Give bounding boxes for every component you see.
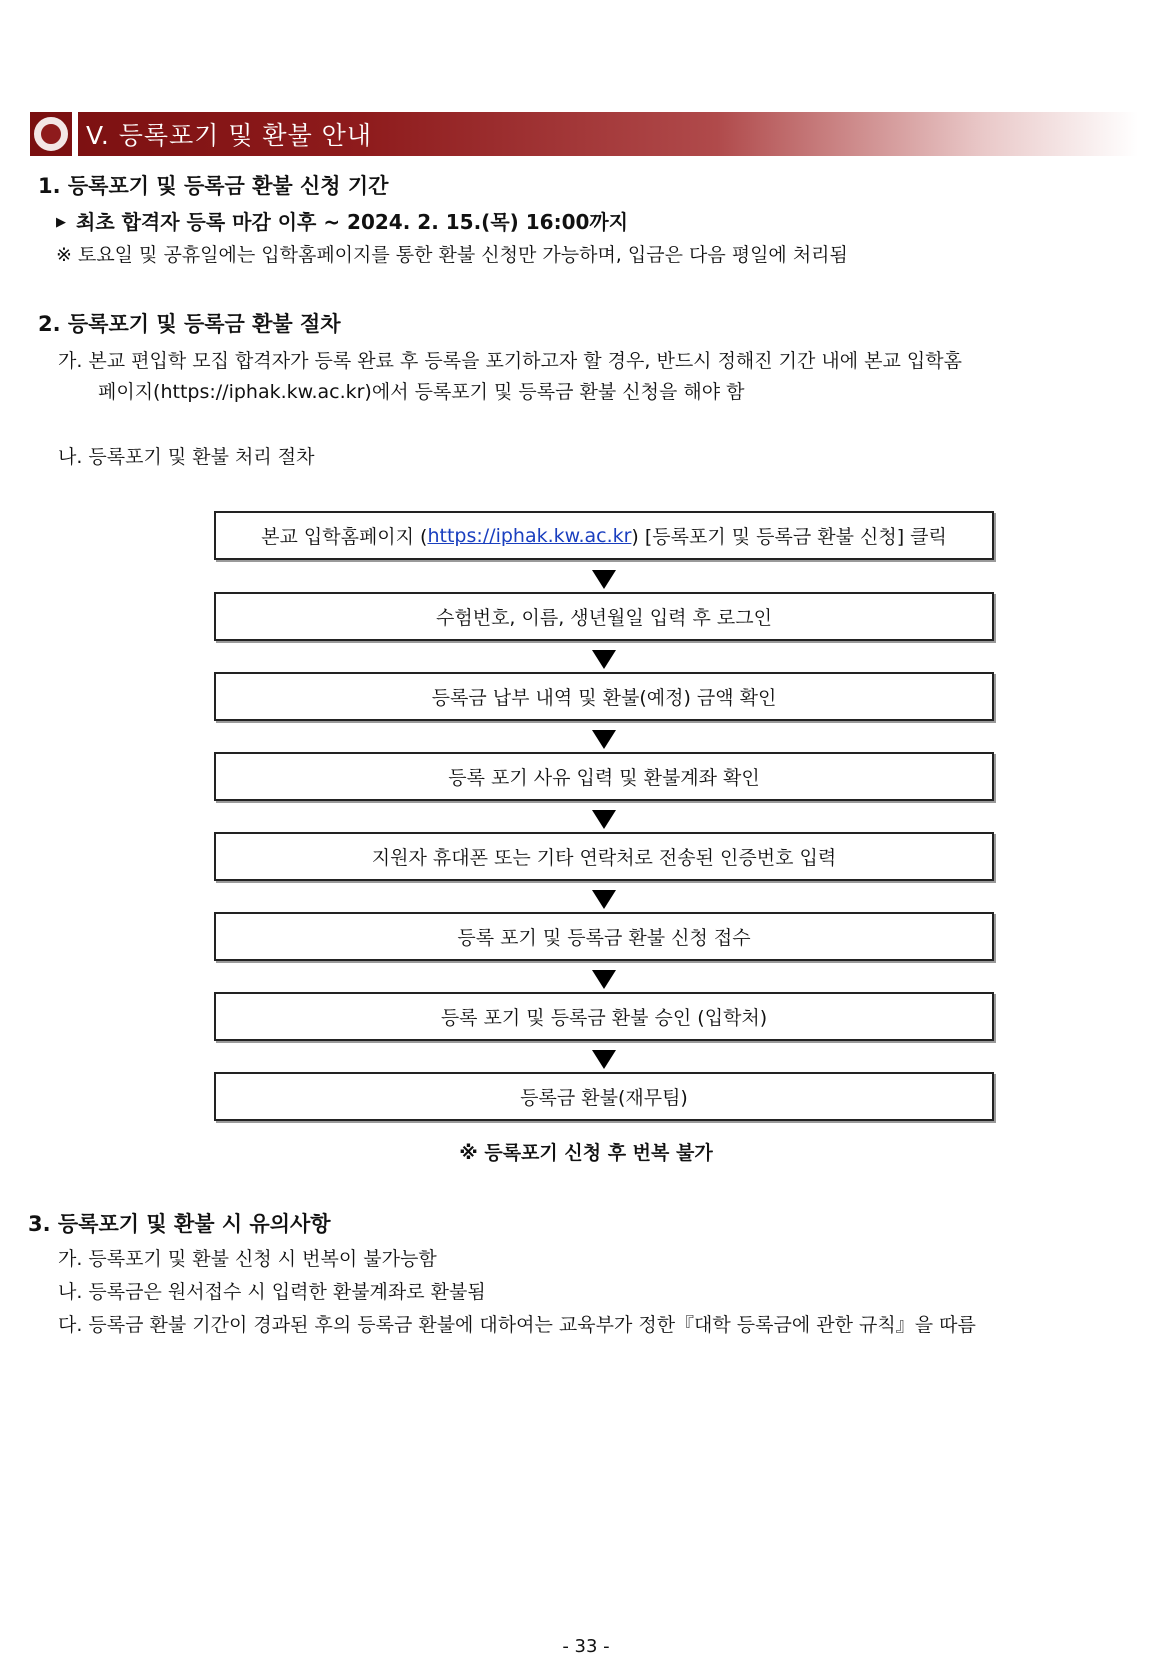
- down-arrow-icon: [592, 650, 616, 669]
- s1-bullet-row: [56, 206, 628, 235]
- down-arrow-icon: [592, 890, 616, 909]
- flow-step-8: 등록금 환불(재무팀): [214, 1072, 994, 1121]
- down-arrow-icon: [592, 970, 616, 989]
- flow-step-6: 등록 포기 및 등록금 환불 신청 접수: [214, 912, 994, 961]
- s3-heading: 3. 등록포기 및 환불 시 유의사항: [28, 1212, 331, 1236]
- s1-heading: 1. 등록포기 및 등록금 환불 신청 기간: [38, 174, 389, 198]
- s3-item-a: 가. 등록포기 및 환불 신청 시 번복이 불가능함: [58, 1248, 437, 1270]
- university-seal-icon: [32, 115, 70, 153]
- flow-step-3: 등록금 납부 내역 및 환불(예정) 금액 확인: [214, 672, 994, 721]
- s3-item-c: 다. 등록금 환불 기간이 경과된 후의 등록금 환불에 대하여는 교육부가 정한『대학 등록금에 관한 규칙』을 따름: [58, 1314, 976, 1336]
- page-number: - 33 -: [562, 1636, 610, 1657]
- flow-step-1: [214, 511, 994, 560]
- flow-step-7: 등록 포기 및 등록금 환불 승인 (입학처): [214, 992, 994, 1041]
- s1-note: ※ 토요일 및 공휴일에는 입학홈페이지를 통한 환불 신청만 가능하며, 입금은 다음 평일에 처리됨: [56, 244, 848, 266]
- flow-step-2: 수험번호, 이름, 생년월일 입력 후 로그인: [214, 592, 994, 641]
- s2-item-b: 나. 등록포기 및 환불 처리 절차: [58, 446, 315, 468]
- flow-step-1-suffix: ) [등록포기 및 등록금 환불 신청] 클릭: [631, 526, 947, 548]
- down-arrow-icon: [592, 810, 616, 829]
- flow-step-5: 지원자 휴대폰 또는 기타 연락처로 전송된 인증번호 입력: [214, 832, 994, 881]
- section-title: V. 등록포기 및 환불 안내: [86, 121, 372, 150]
- iphak-link[interactable]: https://iphak.kw.ac.kr: [427, 524, 632, 547]
- s2-item-a-line2: 페이지(https://iphak.kw.ac.kr)에서 등록포기 및 등록금 환불 신청을 해야 함: [98, 381, 745, 403]
- s2-item-a-line1: 가. 본교 편입학 모집 합격자가 등록 완료 후 등록을 포기하고자 할 경우, 반드시 정해진 기간 내에 본교 입학홈: [58, 350, 962, 372]
- section-banner: [30, 112, 1138, 156]
- down-arrow-icon: [592, 570, 616, 589]
- s1-bullet: 최초 합격자 등록 마감 이후 ~ 2024. 2. 15.(목) 16:00까지: [76, 210, 629, 234]
- s2-heading: 2. 등록포기 및 등록금 환불 절차: [38, 312, 341, 336]
- down-arrow-icon: [592, 1050, 616, 1069]
- down-arrow-icon: [592, 730, 616, 749]
- triangle-bullet-icon: ▶: [56, 215, 66, 230]
- s3-item-b: 나. 등록금은 원서접수 시 입력한 환불계좌로 환불됨: [58, 1281, 486, 1303]
- flow-step-4: 등록 포기 사유 입력 및 환불계좌 확인: [214, 752, 994, 801]
- flow-note: ※ 등록포기 신청 후 번복 불가: [459, 1142, 713, 1164]
- flow-step-1-prefix: 본교 입학홈페이지 (: [261, 526, 428, 548]
